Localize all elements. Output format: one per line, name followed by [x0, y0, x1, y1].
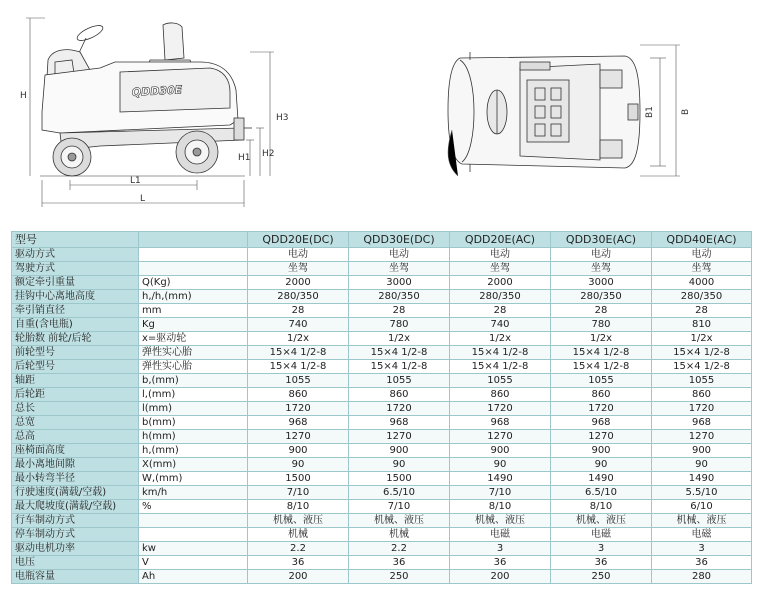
row-value: 90 [450, 458, 551, 472]
row-value: 3000 [349, 276, 450, 290]
row-value: 8/10 [248, 500, 349, 514]
dim-label-l1: L1 [130, 176, 141, 186]
dim-label-b1: B1 [645, 106, 655, 118]
row-value: 1055 [450, 374, 551, 388]
table-row [12, 360, 752, 374]
row-value: 90 [551, 458, 652, 472]
row-value: 860 [248, 388, 349, 402]
table-row [12, 248, 752, 262]
row-value: 280/350 [248, 290, 349, 304]
side-view-logo: QDD30E [131, 83, 183, 99]
row-name: 后轮距 [12, 388, 139, 402]
row-value: 280 [652, 570, 752, 584]
row-value: 电磁 [450, 528, 551, 542]
table-row [12, 262, 752, 276]
row-value: 电动 [652, 248, 752, 262]
row-name: 自重(含电瓶) [12, 318, 139, 332]
header-name: 型号 [12, 232, 139, 248]
row-value: 1055 [551, 374, 652, 388]
header-model: QDD40E(AC) [652, 232, 752, 248]
row-value: 280/350 [349, 290, 450, 304]
table-row [12, 374, 752, 388]
row-value: 电磁 [652, 528, 752, 542]
row-value: 250 [349, 570, 450, 584]
table-row [12, 332, 752, 346]
row-value: 15×4 1/2-8 [248, 360, 349, 374]
row-unit: b(mm) [139, 416, 248, 430]
row-value: 3 [450, 542, 551, 556]
row-value: 机械、液压 [450, 514, 551, 528]
row-value: 860 [652, 388, 752, 402]
row-value: 3000 [551, 276, 652, 290]
row-value: 电动 [450, 248, 551, 262]
row-name: 轮胎数 前轮/后轮 [12, 332, 139, 346]
row-unit [139, 262, 248, 276]
row-value: 1/2x [248, 332, 349, 346]
row-unit: % [139, 500, 248, 514]
row-unit: km/h [139, 486, 248, 500]
row-value: 900 [450, 444, 551, 458]
row-value: 1/2x [551, 332, 652, 346]
vehicle-drawings [0, 0, 760, 228]
row-value: 90 [652, 458, 752, 472]
row-name: 挂钩中心离地高度 [12, 290, 139, 304]
row-value: 5.5/10 [652, 486, 752, 500]
row-value: 机械、液压 [652, 514, 752, 528]
row-value: 28 [349, 304, 450, 318]
dim-label-h2: H2 [262, 149, 275, 159]
row-unit [139, 248, 248, 262]
row-unit: Ah [139, 570, 248, 584]
row-value: 机械、液压 [349, 514, 450, 528]
table-row [12, 402, 752, 416]
row-name: 牵引销直径 [12, 304, 139, 318]
row-name: 停车制动方式 [12, 528, 139, 542]
row-unit [139, 528, 248, 542]
row-value: 8/10 [551, 500, 652, 514]
row-value: 36 [652, 556, 752, 570]
row-value: 28 [652, 304, 752, 318]
table-row [12, 444, 752, 458]
row-value: 15×4 1/2-8 [248, 346, 349, 360]
row-value: 15×4 1/2-8 [349, 360, 450, 374]
row-value: 坐驾 [248, 262, 349, 276]
row-value: 900 [349, 444, 450, 458]
table-row [12, 318, 752, 332]
row-value: 1720 [349, 402, 450, 416]
table-row [12, 570, 752, 584]
row-value: 810 [652, 318, 752, 332]
row-value: 15×4 1/2-8 [450, 346, 551, 360]
row-value: 28 [450, 304, 551, 318]
row-value: 968 [450, 416, 551, 430]
row-value: 1270 [248, 430, 349, 444]
row-value: 8/10 [450, 500, 551, 514]
row-value: 15×4 1/2-8 [450, 360, 551, 374]
row-unit: h,/h,(mm) [139, 290, 248, 304]
row-value: 坐驾 [349, 262, 450, 276]
dim-label-l: L [140, 194, 146, 204]
row-value: 780 [551, 318, 652, 332]
row-value: 1500 [248, 472, 349, 486]
row-unit: mm [139, 304, 248, 318]
row-unit: h(mm) [139, 430, 248, 444]
row-value: 968 [248, 416, 349, 430]
row-value: 机械 [248, 528, 349, 542]
table-row [12, 430, 752, 444]
row-value: 860 [349, 388, 450, 402]
row-value: 15×4 1/2-8 [551, 346, 652, 360]
row-name: 最大爬坡度(满载/空载) [12, 500, 139, 514]
row-value: 15×4 1/2-8 [652, 346, 752, 360]
row-value: 4000 [652, 276, 752, 290]
row-name: 总长 [12, 402, 139, 416]
table-row [12, 500, 752, 514]
row-value: 15×4 1/2-8 [349, 346, 450, 360]
row-value: 1490 [652, 472, 752, 486]
row-name: 行车制动方式 [12, 514, 139, 528]
row-value: 780 [349, 318, 450, 332]
row-value: 3 [551, 542, 652, 556]
row-unit: h,(mm) [139, 444, 248, 458]
row-value: 200 [248, 570, 349, 584]
row-value: 740 [248, 318, 349, 332]
row-name: 电瓶容量 [12, 570, 139, 584]
row-value: 6/10 [652, 500, 752, 514]
row-unit: l(mm) [139, 402, 248, 416]
row-value: 1270 [551, 430, 652, 444]
row-value: 1270 [349, 430, 450, 444]
row-value: 1/2x [652, 332, 752, 346]
row-value: 250 [551, 570, 652, 584]
row-value: 36 [349, 556, 450, 570]
table-row [12, 556, 752, 570]
row-unit: x=驱动轮 [139, 332, 248, 346]
row-name: 后轮型号 [12, 360, 139, 374]
row-value: 1720 [248, 402, 349, 416]
dim-label-h3: H3 [276, 113, 289, 123]
row-name: 驾驶方式 [12, 262, 139, 276]
row-value: 1490 [551, 472, 652, 486]
row-value: 860 [450, 388, 551, 402]
row-value: 电动 [551, 248, 652, 262]
row-value: 36 [248, 556, 349, 570]
row-value: 1055 [248, 374, 349, 388]
row-unit: Q(Kg) [139, 276, 248, 290]
row-value: 200 [450, 570, 551, 584]
row-value: 1/2x [349, 332, 450, 346]
row-value: 电磁 [551, 528, 652, 542]
table-row [12, 458, 752, 472]
row-value: 36 [450, 556, 551, 570]
row-value: 1055 [349, 374, 450, 388]
row-value: 2.2 [349, 542, 450, 556]
row-name: 驱动方式 [12, 248, 139, 262]
row-value: 740 [450, 318, 551, 332]
row-value: 坐驾 [450, 262, 551, 276]
row-value: 1720 [551, 402, 652, 416]
table-row [12, 416, 752, 430]
spec-table [11, 231, 752, 584]
table-row [12, 346, 752, 360]
header-model: QDD20E(AC) [450, 232, 551, 248]
row-value: 280/350 [450, 290, 551, 304]
row-value: 900 [248, 444, 349, 458]
row-value: 1/2x [450, 332, 551, 346]
row-value: 280/350 [652, 290, 752, 304]
table-row [12, 542, 752, 556]
row-unit: b,(mm) [139, 374, 248, 388]
row-name: 额定牵引重量 [12, 276, 139, 290]
row-value: 15×4 1/2-8 [652, 360, 752, 374]
row-value: 电动 [349, 248, 450, 262]
row-name: 座椅面高度 [12, 444, 139, 458]
row-value: 机械 [349, 528, 450, 542]
row-value: 1270 [652, 430, 752, 444]
table-header-row [12, 232, 752, 248]
top-view-drawing [448, 52, 640, 172]
row-name: 总宽 [12, 416, 139, 430]
row-value: 1720 [652, 402, 752, 416]
row-value: 机械、液压 [551, 514, 652, 528]
row-value: 36 [551, 556, 652, 570]
dim-label-h1: H1 [238, 153, 251, 163]
row-name: 最小离地间隙 [12, 458, 139, 472]
header-model: QDD30E(DC) [349, 232, 450, 248]
table-row [12, 472, 752, 486]
header-unit [139, 232, 248, 248]
row-name: 电压 [12, 556, 139, 570]
row-value: 968 [551, 416, 652, 430]
row-unit: 弹性实心胎 [139, 360, 248, 374]
row-value: 机械、液压 [248, 514, 349, 528]
row-unit: Kg [139, 318, 248, 332]
row-value: 1500 [349, 472, 450, 486]
row-unit: 弹性实心胎 [139, 346, 248, 360]
row-name: 行驶速度(满载/空载) [12, 486, 139, 500]
row-value: 15×4 1/2-8 [551, 360, 652, 374]
row-value: 坐驾 [551, 262, 652, 276]
row-unit: l,(mm) [139, 388, 248, 402]
row-value: 900 [551, 444, 652, 458]
row-value: 7/10 [349, 500, 450, 514]
row-unit: V [139, 556, 248, 570]
row-value: 968 [652, 416, 752, 430]
row-name: 总高 [12, 430, 139, 444]
row-value: 28 [551, 304, 652, 318]
row-value: 1270 [450, 430, 551, 444]
row-value: 7/10 [450, 486, 551, 500]
dim-label-h: H [20, 91, 27, 101]
table-row [12, 304, 752, 318]
row-value: 2000 [248, 276, 349, 290]
row-value: 1055 [652, 374, 752, 388]
side-view-drawing [40, 23, 252, 176]
row-name: 轴距 [12, 374, 139, 388]
row-value: 28 [248, 304, 349, 318]
table-row [12, 388, 752, 402]
row-value: 860 [551, 388, 652, 402]
row-value: 2.2 [248, 542, 349, 556]
row-unit: W,(mm) [139, 472, 248, 486]
dim-label-b: B [681, 108, 691, 115]
row-name: 前轮型号 [12, 346, 139, 360]
row-value: 6.5/10 [349, 486, 450, 500]
row-value: 968 [349, 416, 450, 430]
row-value: 7/10 [248, 486, 349, 500]
row-name: 驱动电机功率 [12, 542, 139, 556]
row-value: 1490 [450, 472, 551, 486]
row-value: 6.5/10 [551, 486, 652, 500]
table-row [12, 276, 752, 290]
table-row [12, 514, 752, 528]
row-value: 280/350 [551, 290, 652, 304]
row-value: 电动 [248, 248, 349, 262]
row-value: 3 [652, 542, 752, 556]
row-value: 2000 [450, 276, 551, 290]
row-value: 900 [652, 444, 752, 458]
row-value: 90 [248, 458, 349, 472]
spec-table-body [12, 248, 752, 584]
header-model: QDD30E(AC) [551, 232, 652, 248]
row-name: 最小转弯半径 [12, 472, 139, 486]
row-value: 90 [349, 458, 450, 472]
row-unit: kw [139, 542, 248, 556]
table-row [12, 528, 752, 542]
row-unit: X(mm) [139, 458, 248, 472]
row-value: 1720 [450, 402, 551, 416]
table-row [12, 290, 752, 304]
header-model: QDD20E(DC) [248, 232, 349, 248]
row-value: 坐驾 [652, 262, 752, 276]
table-row [12, 486, 752, 500]
row-unit [139, 514, 248, 528]
